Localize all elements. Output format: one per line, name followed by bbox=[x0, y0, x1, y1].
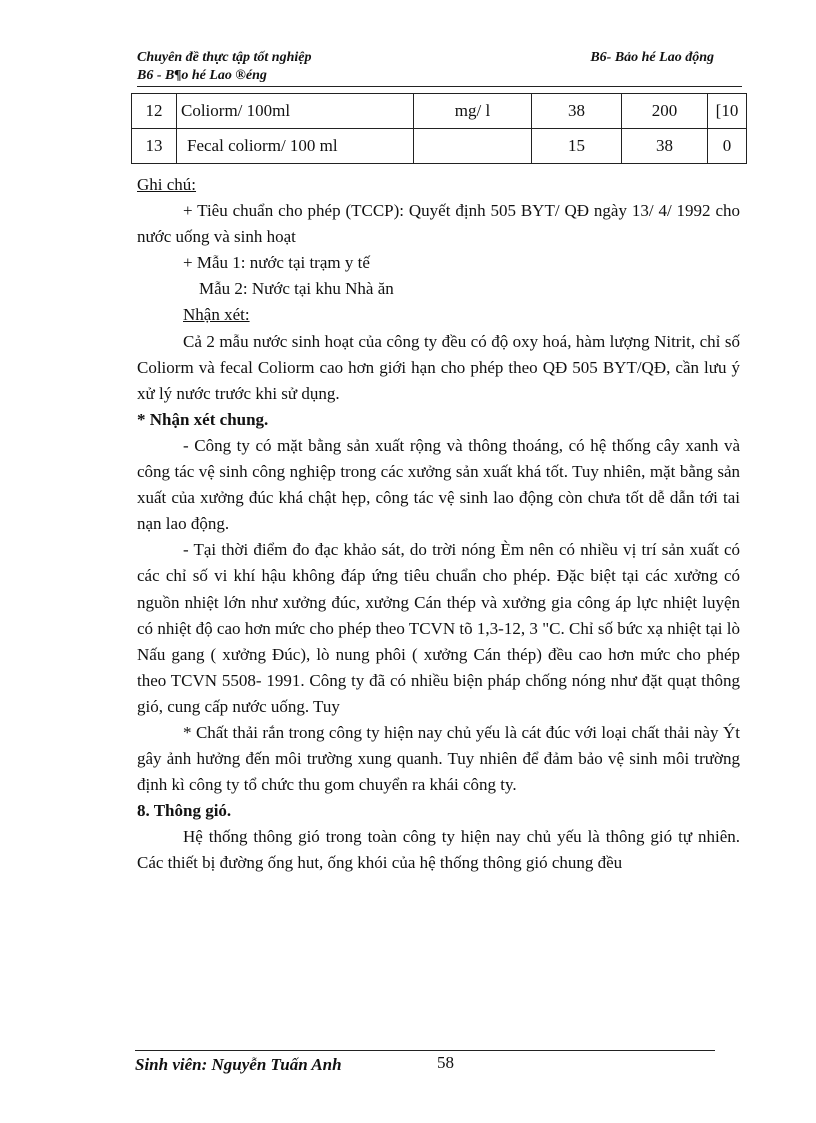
header-garbled-title: B6 - B¶o hé Lao ®éng bbox=[137, 68, 267, 83]
general-remarks-heading: * Nhận xét chung. bbox=[137, 409, 269, 429]
header-divider bbox=[137, 86, 742, 87]
header-chapter-title: B6- Bảo hé Lao động bbox=[590, 50, 714, 65]
paragraph-microclimate: - Tại thời điểm đo đạc khảo sát, do trời nóng Èm nên có nhiều vị trí sản xuất có các chỉ số vi khí hậu không đáp ứng tiêu chuẩn cho phép. Đặc biệt tại các xưởng có nguồn nhiệt lớn như xưởng đúc, xưởng Cán thép và xưởng gia công áp lực nhiệt luyện có nhiệt độ cao hơn mức cho phép theo TCVN tõ 1,3-12, 3 "C. Chỉ số bức xạ nhiệt tại lò Nấu gang ( xưởng Đúc), lò nung phôi ( xưởng Cán thép) đều cao hơn mức cho phép theo TCVN 5508- 1991. Công ty đã có nhiều biện pháp chống nóng như đặt quạt thông gió, cung cấp nước uống. Tuy bbox=[137, 540, 740, 716]
header-thesis-title: Chuyên đề thực tập tốt nghiệp bbox=[137, 50, 312, 65]
document-body bbox=[137, 172, 740, 877]
page-number: 58 bbox=[437, 1053, 454, 1072]
table-cell: 38 bbox=[532, 94, 622, 129]
table-cell: 200 bbox=[622, 94, 708, 129]
paragraph-site-layout: - Công ty có mặt bằng sản xuất rộng và thông thoáng, có hệ thống cây xanh và công tác vệ sinh công nghiệp trong các xưởng sản xuất khá tốt. Tuy nhiên, mặt bằng sản xuất của xưởng đúc khá chật hẹp, công tác vệ sinh lao động còn chưa tốt dễ dẫn tới tai nạn lao động. bbox=[137, 435, 740, 534]
table-row bbox=[132, 129, 747, 164]
table-cell: 15 bbox=[532, 129, 622, 164]
sample-1-note: + Mẫu 1: nước tại trạm y tế bbox=[183, 253, 370, 273]
table-cell: 13 bbox=[132, 129, 177, 164]
remarks-paragraph: Cả 2 mẫu nước sinh hoạt của công ty đều có độ oxy hoá, hàm lượng Nitrit, chỉ số Coliorm và fecal Coliorm cao hơn giới hạn cho phép theo QĐ 505 BYT/QĐ, cần lưu ý xử lý nước trước khi sử dụng. bbox=[137, 331, 740, 403]
sample-2-note: Mẫu 2: Nước tại khu Nhà ăn bbox=[199, 279, 394, 299]
footer-student-name: Sinh viên: Nguyễn Tuấn Anh bbox=[135, 1055, 342, 1074]
table-cell: Coliorm/ 100ml bbox=[177, 94, 414, 129]
measurement-table bbox=[131, 93, 747, 164]
notes-heading: Ghi chú: bbox=[137, 175, 197, 194]
running-header bbox=[137, 50, 742, 66]
paragraph-solid-waste: * Chất thải rắn trong công ty hiện nay chủ yếu là cát đúc với loại chất thải này Ýt gây ảnh hưởng đến môi trường xung quanh. Tuy nhiên để đảm bảo vệ sinh môi trường định kì công ty tổ chức thu gom chuyển ra khái công ty. bbox=[137, 722, 740, 795]
table-cell bbox=[414, 129, 532, 164]
table-cell: 38 bbox=[622, 129, 708, 164]
paragraph-ventilation: Hệ thống thông gió trong toàn công ty hiện nay chủ yếu là thông gió tự nhiên. Các thiết bị đường ống hut, ống khói của hệ thống thông gió chung đều bbox=[137, 827, 740, 873]
table-cell: 12 bbox=[132, 94, 177, 129]
section-heading-ventilation: 8. Thông gió. bbox=[137, 801, 232, 821]
table-cell: 0 bbox=[708, 129, 747, 164]
table-cell: Fecal coliorm/ 100 ml bbox=[177, 129, 414, 164]
remarks-heading: Nhận xét: bbox=[183, 305, 250, 325]
table-row bbox=[132, 94, 747, 129]
footer-divider bbox=[135, 1050, 715, 1051]
table-cell: [10 bbox=[708, 94, 747, 129]
table-cell: mg/ l bbox=[414, 94, 532, 129]
tccp-note: + Tiêu chuẩn cho phép (TCCP): Quyết định 505 BYT/ QĐ ngày 13/ 4/ 1992 cho nước uống và sinh hoạt bbox=[137, 201, 740, 247]
